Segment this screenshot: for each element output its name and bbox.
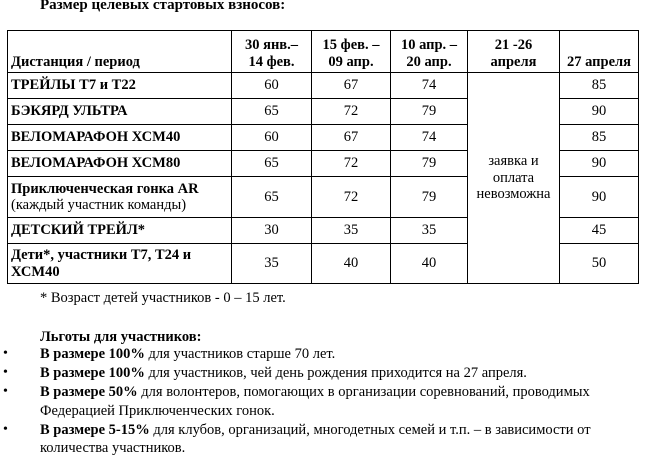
cell-value: 90 — [560, 99, 639, 125]
benefit-amount: В размере 50% — [40, 384, 138, 400]
cell-value: 50 — [560, 244, 639, 284]
header-period-1: 30 янв.– 14 фев. — [232, 31, 312, 73]
cell-value: 85 — [560, 125, 639, 151]
cell-value: 74 — [391, 73, 468, 99]
header-distance: Дистанция / период — [8, 31, 232, 73]
list-item — [0, 345, 645, 364]
row-name: Дети*, участники Т7, Т24 и ХСМ40 — [8, 244, 232, 284]
cell-value: 72 — [312, 99, 391, 125]
header-period-3: 10 апр. – 20 апр. — [391, 31, 468, 73]
cell-value: 79 — [391, 151, 468, 177]
row-name: ТРЕЙЛЫ Т7 и Т22 — [8, 73, 232, 99]
cell-value: 40 — [391, 244, 468, 284]
benefit-text: для участников, чей день рождения приходится на 27 апреля. — [144, 365, 527, 381]
cell-value: 79 — [391, 99, 468, 125]
cell-value: 35 — [391, 218, 468, 244]
bullet-icon: • — [3, 421, 8, 437]
cell-value: 65 — [232, 99, 312, 125]
bullet-icon: • — [3, 346, 8, 361]
cell-value: 67 — [312, 73, 391, 99]
list-item — [0, 421, 645, 458]
cell-value: 72 — [312, 177, 391, 218]
header-period-4: 21 -26 апреля — [468, 31, 560, 73]
cell-value: 72 — [312, 151, 391, 177]
header-period-2: 15 фев. – 09 апр. — [312, 31, 391, 73]
list-item — [0, 383, 645, 420]
cell-value: 90 — [560, 177, 639, 218]
age-footnote: * Возраст детей участников - 0 – 15 лет. — [40, 290, 286, 306]
table-row — [8, 73, 639, 99]
benefit-amount: В размере 100% — [40, 365, 145, 381]
cell-value: 40 — [312, 244, 391, 284]
cell-value: 45 — [560, 218, 639, 244]
cell-value: 30 — [232, 218, 312, 244]
bullet-icon: • — [3, 384, 8, 399]
bullet-icon: • — [3, 365, 8, 380]
row-name: ДЕТСКИЙ ТРЕЙЛ* — [8, 218, 232, 244]
registration-closed-note: заявка и оплата невозможна — [468, 73, 560, 284]
list-item — [0, 364, 645, 383]
cell-value: 35 — [312, 218, 391, 244]
cell-value: 60 — [232, 125, 312, 151]
table-header-row — [8, 31, 639, 73]
cell-value: 67 — [312, 125, 391, 151]
cell-value: 60 — [232, 73, 312, 99]
fees-table — [7, 30, 639, 284]
row-name: ВЕЛОМАРАФОН ХСМ40 — [8, 125, 232, 151]
benefit-text: для волонтеров, помогающих в организации соревнований, проводимых Федерацией Приключенческих гонок. — [40, 384, 590, 419]
row-name: Приключенческая гонка AR (каждый участник команды) — [8, 177, 232, 218]
fees-heading: Размер целевых стартовых взносов: — [40, 0, 286, 13]
benefit-text: для участников старше 70 лет. — [144, 346, 336, 362]
cell-value: 79 — [391, 177, 468, 218]
cell-value: 85 — [560, 73, 639, 99]
cell-value: 90 — [560, 151, 639, 177]
row-name: ВЕЛОМАРАФОН ХСМ80 — [8, 151, 232, 177]
benefits-list — [0, 345, 645, 458]
row-name: БЭКЯРД УЛЬТРА — [8, 99, 232, 125]
benefits-title: Льготы для участников: — [40, 329, 202, 345]
benefit-amount: В размере 5-15% — [40, 421, 150, 438]
benefit-text: для клубов, организаций, многодетных семей и т.п. – в зависимости от количества участников. — [40, 421, 591, 456]
header-period-5: 27 апреля — [560, 31, 639, 73]
cell-value: 74 — [391, 125, 468, 151]
cell-value: 65 — [232, 151, 312, 177]
row-name-note: (каждый участник команды) — [11, 197, 187, 213]
cell-value: 35 — [232, 244, 312, 284]
benefit-amount: В размере 100% — [40, 346, 145, 362]
cell-value: 65 — [232, 177, 312, 218]
